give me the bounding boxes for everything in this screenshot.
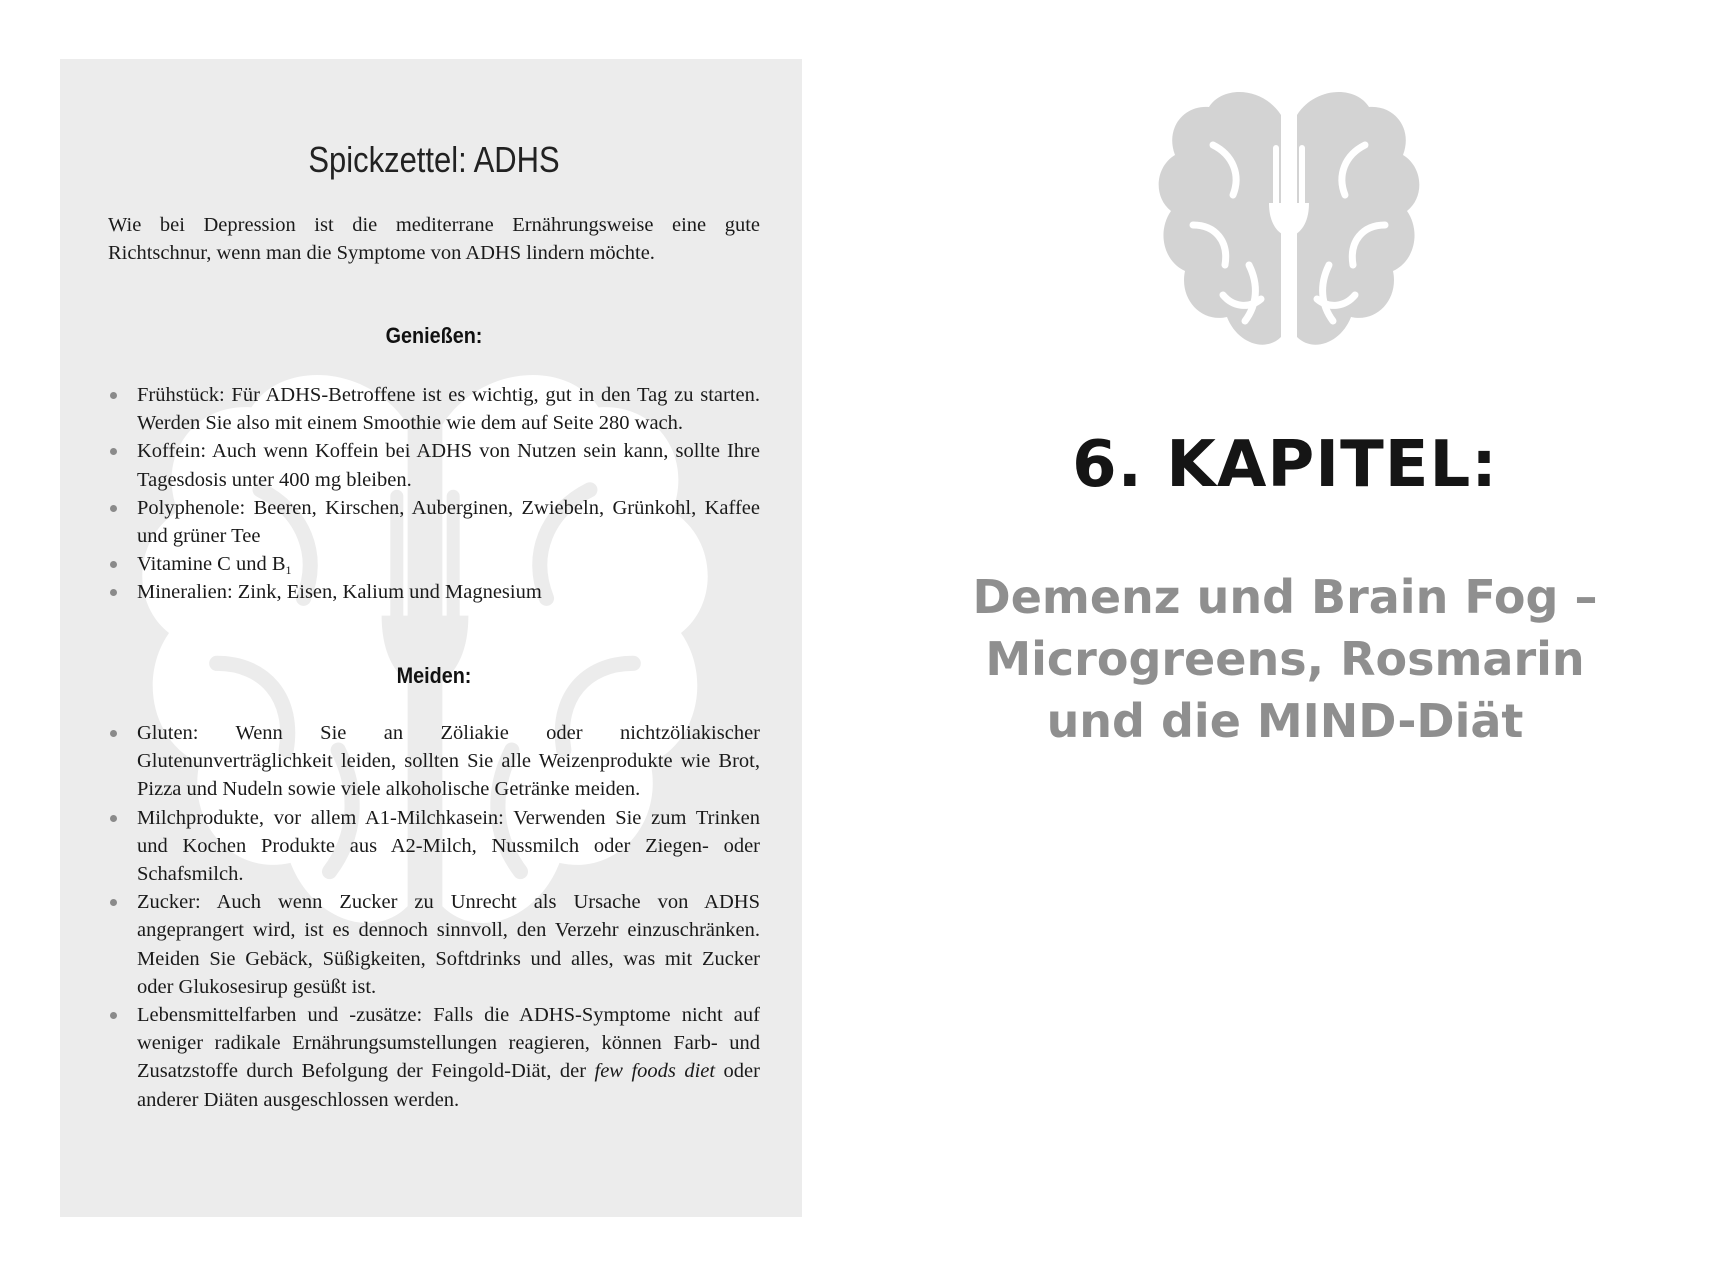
avoid-heading: Meiden: [396, 663, 472, 688]
bullet-icon [110, 730, 117, 737]
avoid-list [108, 719, 760, 1114]
enjoy-heading: Genießen: [385, 323, 483, 348]
chapter-opener-page [960, 0, 1610, 1270]
bullet-icon [110, 815, 117, 822]
brain-fork-icon [1153, 85, 1425, 361]
chapter-title-line: Microgreens, Rosmarin [985, 632, 1585, 686]
list-item: Vitamine C und $B_1$ [108, 550, 760, 578]
bullet-icon [110, 899, 117, 906]
chapter-number-heading: 6. KAPITEL: [1072, 428, 1498, 502]
bullet-icon [110, 1012, 117, 1019]
list-item: Zucker: Auch wenn Zucker zu Unrecht als Ursache von ADHS angeprangert wird, ist es dennoch sinnvoll, den Verzehr einzuschränken. Meiden Sie Gebäck, Süßigkeiten, Softdrinks und alles, was mit Zucker oder Glukosesirup gesüßt ist. [108, 888, 760, 1001]
list-item: Lebensmittelfarben und -zusätze: Falls die ADHS-Symptome nicht auf weniger radikale Ernährungsumstellungen reagieren, können Farb- und Zusatzstoffe durch Befolgung der Feingold-Diät, der few foods diet oder anderer Diäten ausgeschlossen werden. [108, 1001, 760, 1114]
chapter-title-line: Demenz und Brain Fog – [972, 570, 1598, 624]
bullet-icon [110, 589, 117, 596]
list-item: Frühstück: Für ADHS-Betroffene ist es wichtig, gut in den Tag zu starten. Werden Sie also mit einem Smoothie wie dem auf Seite 280 wach. [108, 381, 760, 437]
list-item: Gluten: Wenn Sie an Zöliakie oder nichtzöliakischer Glutenunverträglichkeit leiden, sollten Sie alle Weizenprodukte wie Brot, Pizza und Nudeln sowie viele alkoholische Getränke meiden. [108, 719, 760, 804]
bullet-icon [110, 505, 117, 512]
list-item: Koffein: Auch wenn Koffein bei ADHS von Nutzen sein kann, sollte Ihre Tagesdosis unter 400 mg bleiben. [108, 437, 760, 493]
cheat-sheet-box [60, 59, 802, 1217]
list-item: Mineralien: Zink, Eisen, Kalium und Magnesium [108, 578, 760, 606]
list-item: Polyphenole: Beeren, Kirschen, Auberginen, Zwiebeln, Grünkohl, Kaffee und grüner Tee [108, 494, 760, 550]
enjoy-list [108, 381, 760, 607]
intro-paragraph: Wie bei Depression ist die mediterrane Ernährungsweise eine gute Richtschnur, wenn man die Symptome von ADHS lindern möchte. [108, 214, 760, 264]
vitamin-subscript: 1 [285, 563, 292, 578]
bullet-icon [110, 448, 117, 455]
list-item: Milchprodukte, vor allem A1-Milchkasein: Verwenden Sie zum Trinken und Kochen Produkte aus A2-Milch, Nussmilch oder Ziegen- oder Schafsmilch. [108, 804, 760, 889]
bullet-icon [110, 561, 117, 568]
chapter-title [960, 566, 1610, 752]
bullet-icon [110, 392, 117, 399]
chapter-title-line: und die MIND-Diät [1046, 694, 1524, 748]
box-title: Spickzettel: ADHS [308, 139, 560, 180]
